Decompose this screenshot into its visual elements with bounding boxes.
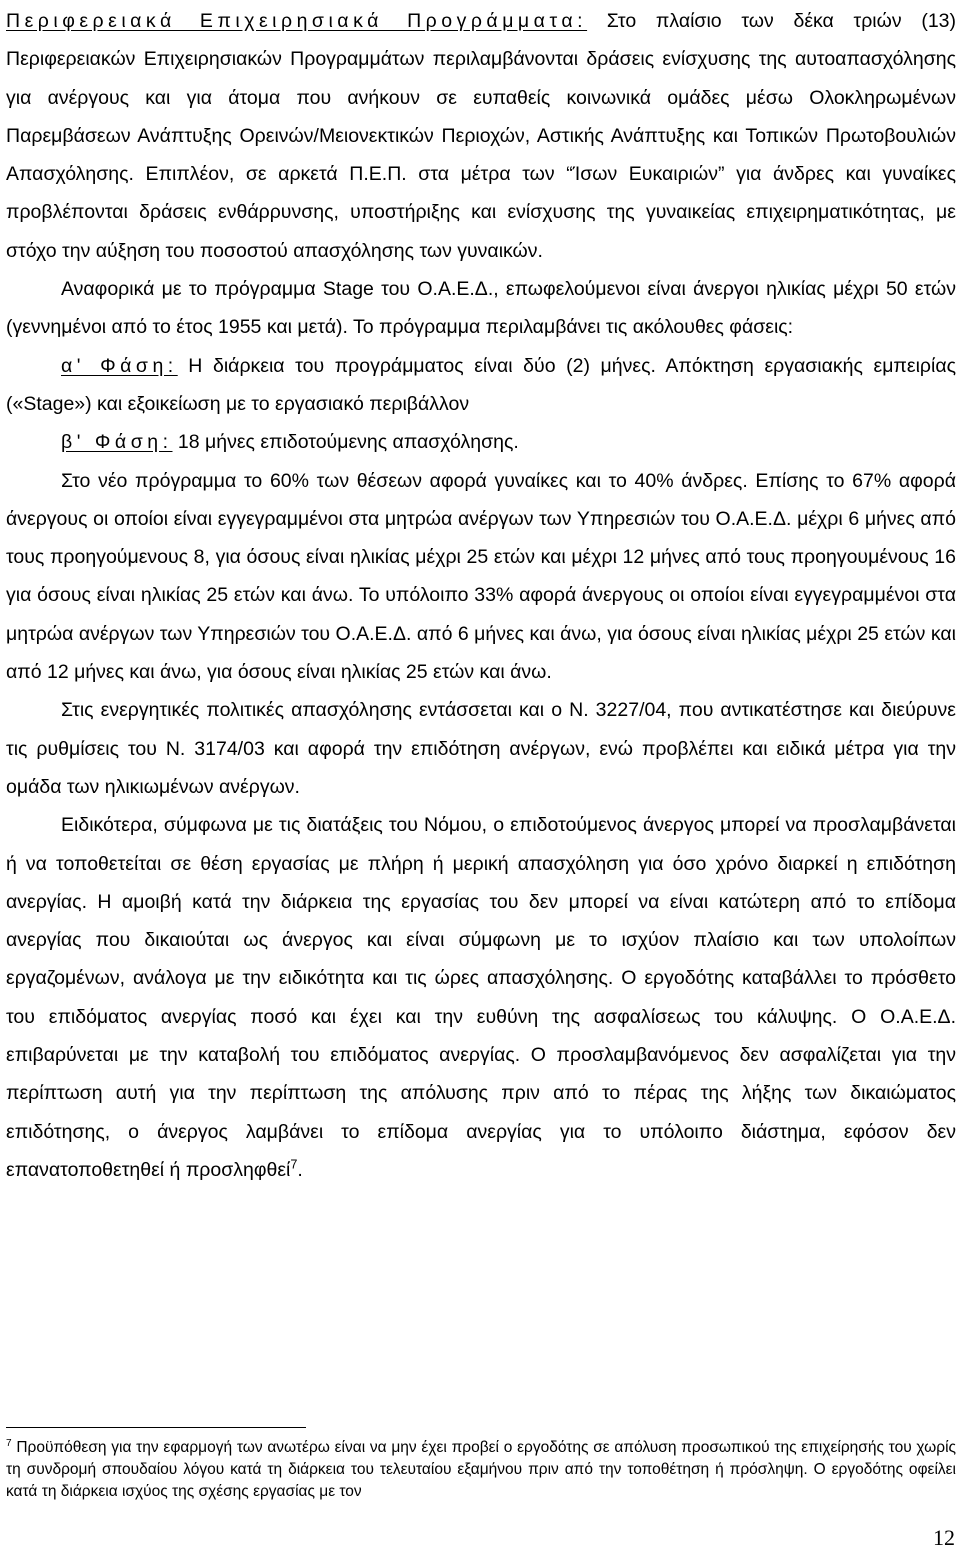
paragraph-new-program-stats: Στο νέο πρόγραμμα το 60% των θέσεων αφορά γυναίκες και το 40% άνδρες. Επίσης το 67% αφορά άνεργους οι οποίοι είναι εγγεγραμμένοι στα μητρώα ανέργων των Υπηρεσιών του Ο.Α.Ε.Δ. μέχρι 6 μήνες από τους προηγούμενους 8, για όσους είναι ηλικίας μέχρι 25 ετών και μέχρι 12 μήνες από τους προηγουμένους 16 για όσους είναι ηλικίας 25 ετών και άνω. Το υπόλοιπο 33% αφορά άνεργους οι οποίοι είναι εγγεγραμμένοι στα μητρώα ανέργων των Υπηρεσιών του Ο.Α.Ε.Δ. από 6 μήνες και άνω, για όσους είναι ηλικίας μέχρι 25 ετών και από 12 μήνες και άνω, για όσους είναι ηλικίας 25 ετών και άνω.: [6, 469, 956, 684]
paragraph-active-policies: Στις ενεργητικές πολιτικές απασχόλησης εντάσσεται και ο Ν. 3227/04, που αντικατέστησε και διεύρυνε τις ρυθμίσεις του Ν. 3174/03 και αφορά την επιδότηση ανέργων, ενώ προβλέπει και ειδικά μέτρα για την ομάδα των ηλικιωμένων ανέργων.: [6, 699, 956, 798]
footnote-separator: [6, 1427, 306, 1428]
section-heading: Περιφερειακά Επιχειρησιακά Προγράμματα:: [6, 10, 588, 32]
paragraph-regional-programs: [6, 2, 956, 270]
phase-a-text: Η διάρκεια του προγράμματος είναι δύο (2) μήνες. Απόκτηση εργασιακής εμπειρίας («Stage») και εξοικείωση με το εργασιακό περιβάλλον: [6, 354, 956, 415]
paragraph-text: Στο πλαίσιο των δέκα τριών (13) Περιφερειακών Επιχειρησιακών Προγραμμάτων περιλαμβάνονται δράσεις ενίσχυσης της αυτοαπασχόλησης για ανέργους και για άτομα που ανήκουν σε ευπαθείς κοινωνικά ομάδες μέσω Ολοκληρωμένων Παρεμβάσεων Ανάπτυξης Ορεινών/Μειονεκτικών Περιοχών, Αστικής Ανάπτυξης και Τοπικών Πρωτοβουλιών Απασχόλησης. Επιπλέον, σε αρκετά Π.Ε.Π. στα μέτρα των “Ίσων Ευκαιριών” για άνδρες και γυναίκες προβλέπονται δράσεις ενθάρρυνσης, υποστήριξης και ενίσχυσης της γυναικείας επιχειρηματικότητας, με στόχο την αύξηση του ποσοστού απασχόλησης των γυναικών.: [6, 10, 957, 262]
paragraph-phase-a: [6, 347, 956, 424]
footnote-reference[interactable]: 7: [290, 1157, 298, 1172]
footnote-number: 7: [6, 1437, 12, 1449]
paragraph-law-details: [6, 806, 956, 1189]
phase-b-text: 18 μήνες επιδοτούμενης απασχόλησης.: [172, 431, 519, 454]
paragraph-text: Ειδικότερα, σύμφωνα με τις διατάξεις του Νόμου, ο επιδοτούμενος άνεργος μπορεί να προσλαμβάνεται ή να τοποθετείται σε θέση εργασίας με πλήρη ή μερική απασχόληση για όσο χρόνο διαρκεί η επιδότηση ανεργίας. Η αμοιβή κατά την διάρκεια της εργασίας του δεν μπορεί να είναι κατώτερη από το επίδομα ανεργίας που δικαιούται ως άνεργος και είναι σύμφωνη με το ισχύον πλαίσιο και των υπολοίπων εργαζομένων, ανάλογα με την ειδικότητα και τις ώρες απασχόλησης. Ο εργοδότης καταβάλλει το πρόσθετο του επιδόματος ανεργίας ποσό και έχει και την ευθύνη της ασφαλίσεως του κάλυψης. Ο Ο.Α.Ε.Δ. επιβαρύνεται με την καταβολή του επιδόματος ανεργίας. Ο προσλαμβανόμενος δεν ασφαλίζεται για την περίπτωση αυτή για την περίπτωση της απόλυσης πριν από το πέρας της λήξης των δικαιώματος επιδότησης, ο άνεργος λαμβάνει το επίδομα ανεργίας για το υπόλοιπο διάστημα, εφόσον δεν επανατοποθετηθεί ή προσληφθεί: [6, 814, 956, 1181]
page-number: 12: [933, 1525, 955, 1550]
phase-a-label: α' Φάση:: [61, 354, 178, 377]
paragraph-stage-program: Αναφορικά με το πρόγραμμα Stage του Ο.Α.Ε.Δ., επωφελούμενοι είναι άνεργοι ηλικίας μέχρι 50 ετών (γεννημένοι από το έτος 1955 και μετά). Το πρόγραμμα περιλαμβάνει τις ακόλουθες φάσεις:: [6, 278, 956, 339]
footnote-text: Προϋπόθεση για την εφαρμογή των ανωτέρω είναι να μην έχει προβεί ο εργοδότης σε απόλυση προσωπικού της επιχείρησής του χωρίς τη συνδρομή σπουδαίου λόγου κατά τη διάρκεια του τελευταίου εξαμήνου πριν από την τοποθέτηση ή πρόσληψη. Ο εργοδότης οφείλει κατά τη διάρκεια ισχύος της σχέσης εργασίας με τον: [6, 1439, 956, 1500]
paragraph-end: .: [297, 1158, 303, 1181]
document-page: [6, 0, 956, 1189]
footnote: [6, 1437, 956, 1503]
paragraph-phase-b: [6, 423, 956, 461]
phase-b-label: β' Φάση:: [61, 431, 173, 454]
